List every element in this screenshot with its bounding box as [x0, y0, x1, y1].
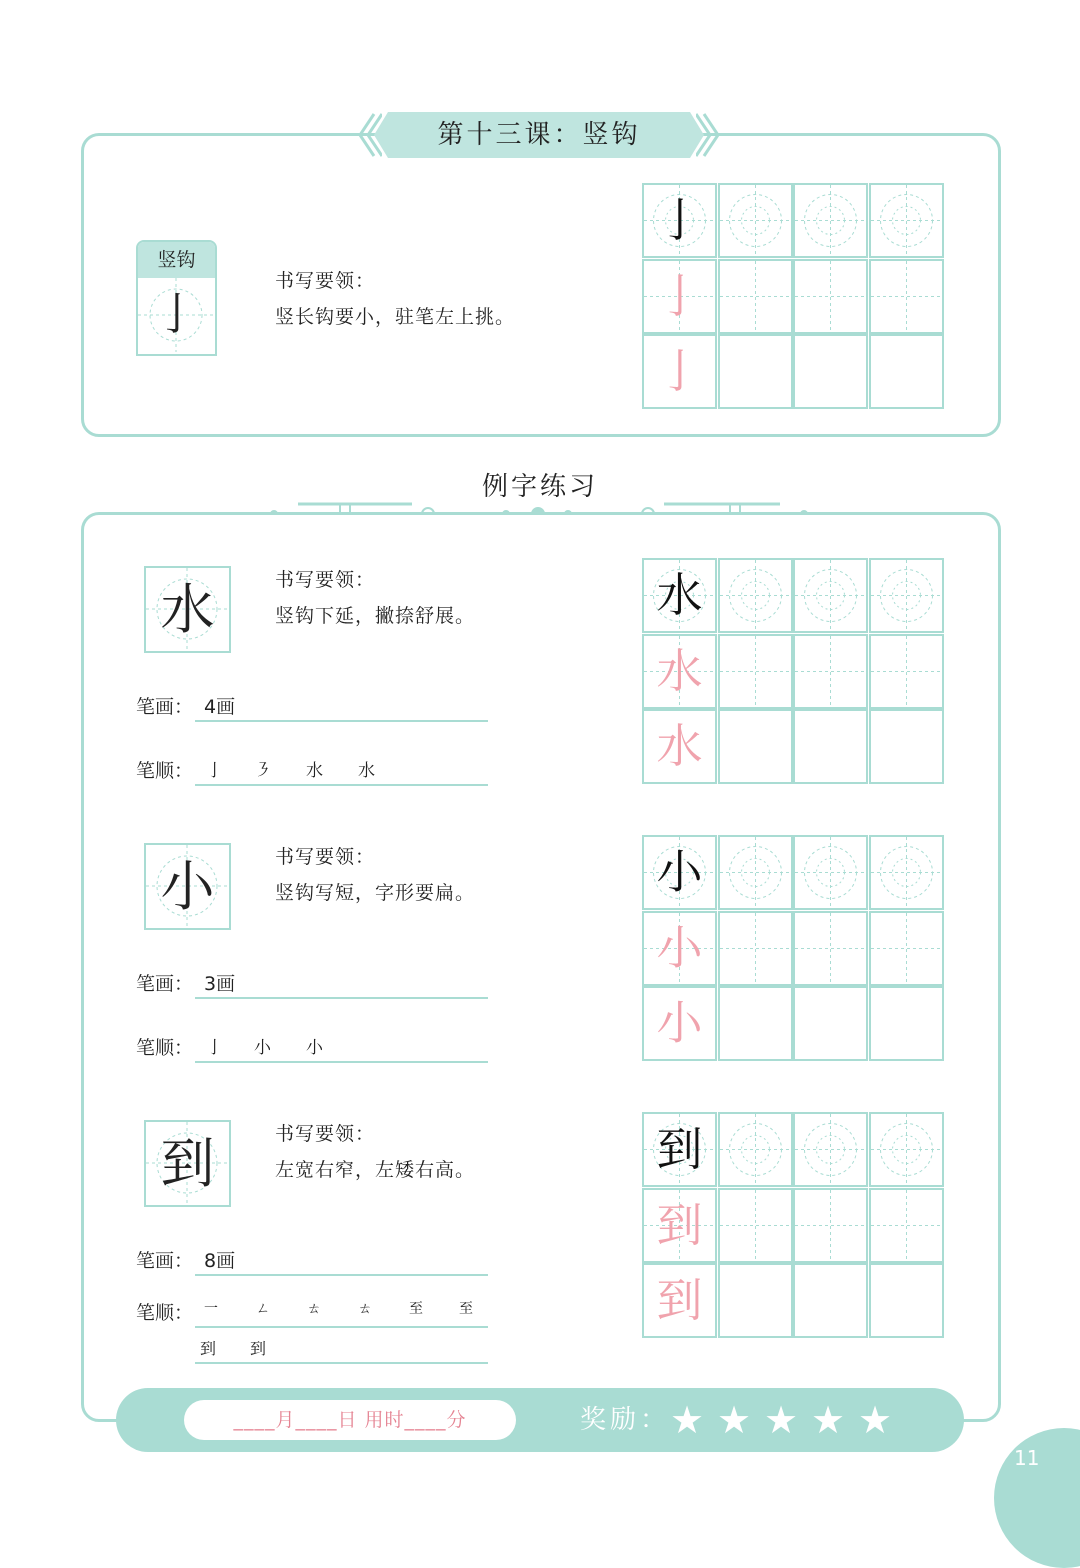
example-char-box — [144, 843, 231, 930]
stroke-order-step: 水 — [358, 761, 375, 781]
stroke-order-step: 小 — [306, 1038, 323, 1058]
practice-cell[interactable] — [642, 835, 717, 910]
example-tips-text: 左宽右窄，左矮右高。 — [275, 1159, 476, 1181]
stroke-order-label: 笔顺： — [136, 1302, 194, 1324]
practice-cell[interactable] — [642, 1112, 717, 1187]
cell-guide — [871, 261, 946, 336]
practice-cell[interactable] — [869, 1188, 944, 1263]
practice-cell[interactable] — [793, 558, 868, 633]
stroke-count-field — [195, 686, 488, 722]
practice-cell[interactable] — [869, 986, 944, 1061]
cell-guide — [795, 560, 870, 635]
practice-cell[interactable] — [793, 1188, 868, 1263]
stroke-order-step: 一 — [204, 1301, 218, 1317]
practice-cell[interactable] — [718, 1112, 793, 1187]
practice-cell[interactable] — [793, 835, 868, 910]
practice-cell[interactable] — [642, 259, 717, 334]
stroke-order-step: 到 — [250, 1339, 267, 1358]
cell-guide — [871, 1190, 946, 1265]
stroke-order-label: 笔顺： — [136, 760, 194, 782]
practice-cell[interactable] — [869, 334, 944, 409]
practice-cell[interactable] — [718, 911, 793, 986]
example-char: 水 — [160, 578, 215, 641]
practice-cell[interactable] — [718, 986, 793, 1061]
trace-char: 水 — [656, 643, 703, 698]
stroke-order-field — [195, 1292, 488, 1328]
stroke-count-value: 4画 — [204, 696, 236, 718]
page-number: 11 — [1014, 1446, 1040, 1470]
practice-cell[interactable] — [642, 1263, 717, 1338]
stroke-order-step: 至 — [459, 1301, 473, 1317]
cell-guide — [871, 560, 946, 635]
lesson-practice-grid — [642, 183, 944, 410]
example-practice-grid — [642, 558, 944, 785]
practice-cell[interactable] — [718, 259, 793, 334]
stroke-count-field — [195, 963, 488, 999]
cell-guide — [720, 1114, 795, 1189]
practice-cell[interactable] — [793, 1112, 868, 1187]
example-char: 到 — [160, 1132, 215, 1195]
reward-stars — [670, 1398, 910, 1442]
practice-cell[interactable] — [793, 183, 868, 258]
model-char: 小 — [656, 845, 703, 899]
stroke-order-label: 笔顺： — [136, 1037, 194, 1059]
model-char: 水 — [656, 568, 703, 622]
practice-cell[interactable] — [718, 835, 793, 910]
star-icon[interactable]: ★ — [858, 1398, 893, 1442]
cell-guide — [720, 913, 795, 988]
practice-cell[interactable] — [869, 558, 944, 633]
cell-guide — [795, 636, 870, 711]
stroke-count-label: 笔画： — [136, 696, 194, 718]
practice-cell[interactable] — [793, 634, 868, 709]
practice-cell[interactable] — [642, 183, 717, 258]
cell-guide — [720, 636, 795, 711]
trace-char: 到 — [656, 1273, 703, 1327]
practice-cell[interactable] — [642, 634, 717, 709]
practice-cell[interactable] — [642, 558, 717, 633]
practice-cell[interactable] — [869, 183, 944, 258]
practice-cell[interactable] — [869, 1263, 944, 1338]
practice-cell[interactable] — [793, 1263, 868, 1338]
practice-cell[interactable] — [793, 986, 868, 1061]
practice-cell[interactable] — [718, 334, 793, 409]
trace-char: 小 — [656, 920, 703, 975]
lesson-title: 第十三课：竖钩 — [437, 120, 641, 150]
cell-guide — [720, 185, 795, 260]
cell-guide — [795, 837, 870, 912]
model-char: 到 — [656, 1122, 703, 1176]
stroke-order-step: 水 — [306, 761, 323, 781]
cell-guide — [871, 913, 946, 988]
model-char: 亅 — [656, 193, 703, 247]
practice-cell[interactable] — [718, 1188, 793, 1263]
stroke-order-step: ㄥ — [256, 1301, 270, 1317]
stroke-order-field-row2 — [195, 1328, 488, 1364]
practice-cell[interactable] — [642, 709, 717, 784]
stroke-count-field — [195, 1240, 488, 1276]
cell-guide — [720, 1190, 795, 1265]
stroke-count-label: 笔画： — [136, 1250, 194, 1272]
cell-guide — [795, 1190, 870, 1265]
practice-cell[interactable] — [869, 259, 944, 334]
practice-cell[interactable] — [793, 334, 868, 409]
stroke-card — [136, 240, 217, 356]
date-time-field[interactable]: ____月____日 用时____分 — [233, 1409, 467, 1431]
stroke-count-label: 笔画： — [136, 973, 194, 995]
cell-guide — [871, 185, 946, 260]
cell-guide — [795, 1114, 870, 1189]
practice-cell[interactable] — [869, 911, 944, 986]
stroke-card-char: 亅 — [154, 289, 199, 340]
stroke-order-step: 亅 — [206, 761, 223, 781]
example-tips-label: 书写要领： — [275, 569, 376, 591]
practice-cell[interactable] — [793, 911, 868, 986]
cell-guide — [795, 185, 870, 260]
example-practice-grid — [642, 835, 944, 1062]
stroke-order-step: 至 — [409, 1301, 423, 1317]
example-tips-label: 书写要领： — [275, 846, 376, 868]
cell-guide — [795, 913, 870, 988]
trace-char: 小 — [656, 996, 703, 1050]
cell-guide — [720, 837, 795, 912]
practice-cell[interactable] — [869, 709, 944, 784]
practice-cell[interactable] — [869, 1112, 944, 1187]
practice-cell[interactable] — [718, 558, 793, 633]
practice-cell[interactable] — [718, 709, 793, 784]
cell-guide — [871, 636, 946, 711]
example-tips-label: 书写要领： — [275, 1123, 376, 1145]
cell-guide — [871, 837, 946, 912]
cell-guide — [720, 261, 795, 336]
section-title: 例字练习 — [481, 472, 598, 502]
trace-char: 亅 — [656, 344, 703, 398]
lesson-tips-text: 竖长钩要小，驻笔左上挑。 — [275, 306, 516, 328]
stroke-count-value: 3画 — [204, 973, 236, 995]
trace-char: 水 — [656, 719, 703, 773]
cell-guide — [795, 261, 870, 336]
stroke-order-step: 到 — [200, 1339, 217, 1358]
cell-guide — [871, 1114, 946, 1189]
trace-char: 亅 — [656, 268, 703, 323]
practice-cell[interactable] — [718, 183, 793, 258]
stroke-order-field — [195, 750, 488, 786]
stroke-order-step: ㇋ — [254, 761, 271, 781]
stroke-order-step: 亅 — [206, 1038, 223, 1058]
practice-cell[interactable] — [793, 709, 868, 784]
practice-cell[interactable] — [642, 986, 717, 1061]
practice-cell[interactable] — [793, 259, 868, 334]
practice-cell[interactable] — [718, 1263, 793, 1338]
cell-guide — [720, 560, 795, 635]
example-char-box — [144, 566, 231, 653]
stroke-order-field — [195, 1027, 488, 1063]
example-tips-text: 竖钩写短，字形要扁。 — [275, 882, 476, 904]
stroke-order-step: 小 — [254, 1038, 271, 1058]
stroke-order-step: ㄊ — [358, 1301, 372, 1317]
practice-cell[interactable] — [869, 835, 944, 910]
stroke-order-step: ㄊ — [307, 1301, 321, 1317]
example-char: 小 — [160, 855, 215, 918]
trace-char: 到 — [656, 1197, 703, 1252]
practice-cell[interactable] — [642, 911, 717, 986]
practice-cell[interactable] — [718, 634, 793, 709]
lesson-tips-label: 书写要领： — [275, 270, 376, 292]
example-char-box — [144, 1120, 231, 1207]
star-icon[interactable]: ★ — [764, 1398, 799, 1442]
star-icon[interactable]: ★ — [670, 1398, 705, 1442]
star-icon[interactable]: ★ — [717, 1398, 752, 1442]
reward-label: 奖励： — [580, 1405, 671, 1435]
example-practice-grid — [642, 1112, 944, 1339]
star-icon[interactable]: ★ — [811, 1398, 846, 1442]
practice-cell[interactable] — [869, 634, 944, 709]
stroke-card-name: 竖钩 — [157, 249, 196, 271]
lesson-title-banner — [374, 112, 704, 158]
stroke-count-value: 8画 — [204, 1250, 236, 1272]
example-tips-text: 竖钩下延，撇捺舒展。 — [275, 605, 476, 627]
practice-cell[interactable] — [642, 334, 717, 409]
practice-cell[interactable] — [642, 1188, 717, 1263]
